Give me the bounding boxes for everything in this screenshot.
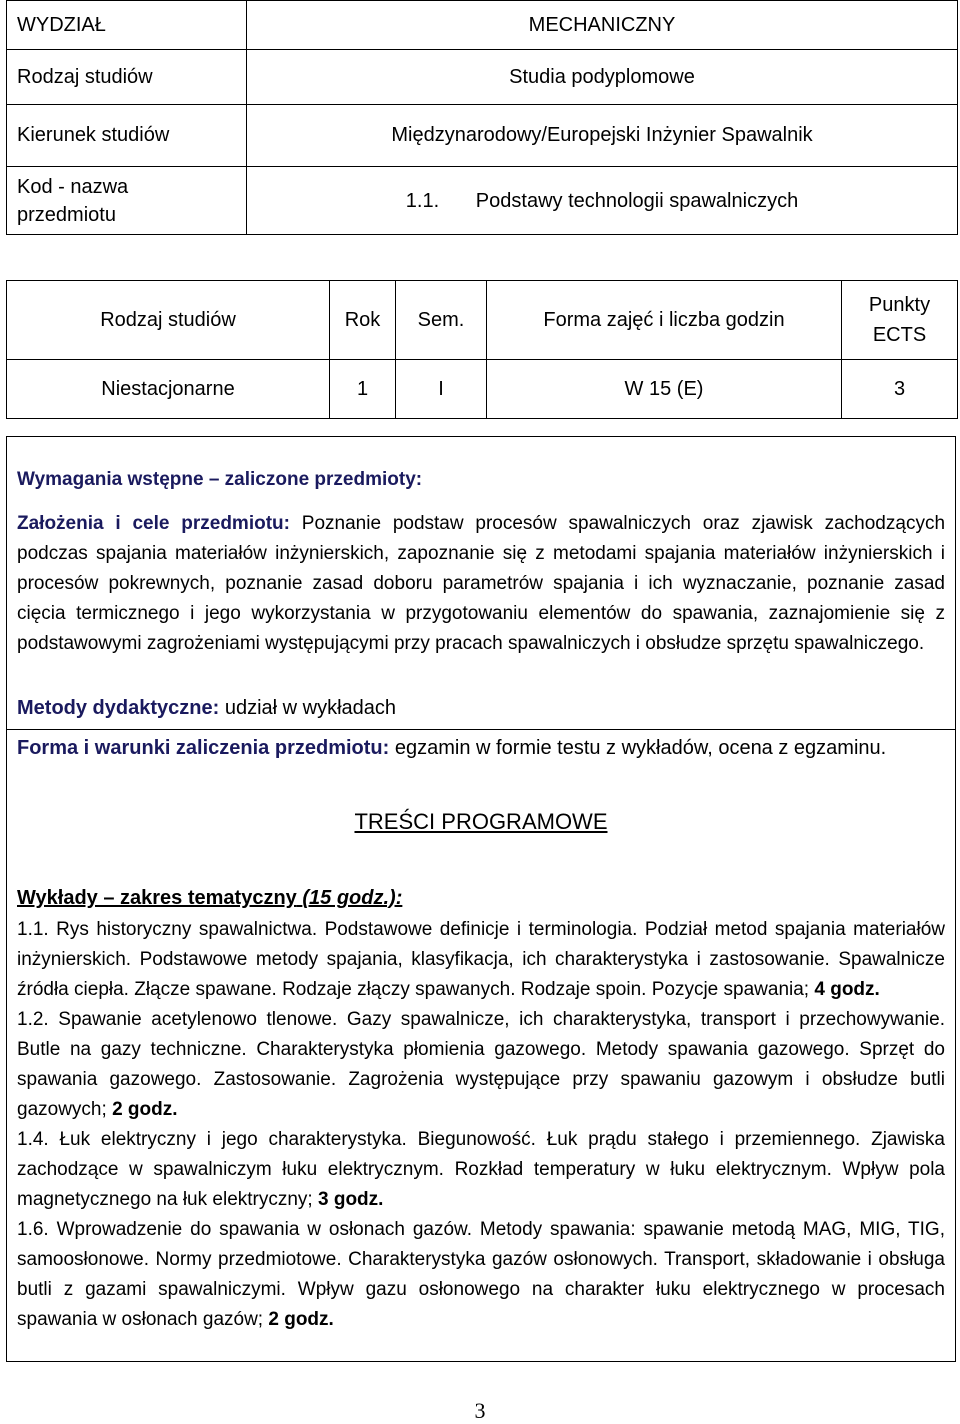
course-number: 1.1. <box>405 189 440 212</box>
study-type-label: Rodzaj studiów <box>7 50 247 105</box>
topic-item <box>17 915 945 1005</box>
content-box <box>6 436 956 1362</box>
methods-label: Metody dydaktyczne: <box>17 697 220 719</box>
course-code-value <box>247 167 958 235</box>
topic-text: 1.6. Wprowadzenie do spawania w osłonach gazów. Metody spawania: spawanie metodą MAG, MIG, TIG, samoosłonowe. Normy przedmiotowe. Charakterystyka gazów osłonowych. Transport, składowanie i obsługa butli z gazami spawalniczymi. Wpływ gazu osłonowego na charakter łuku elektrycznego w procesach spawania w osłonach gazów; <box>17 1219 945 1330</box>
lectures-hours: (15 godz.): <box>302 887 403 909</box>
lectures-title-text: Wykłady – zakres tematyczny <box>17 887 297 909</box>
lectures-title <box>17 883 945 913</box>
assessment-paragraph <box>17 733 945 763</box>
cell-ects: 3 <box>842 360 958 419</box>
direction-value: Międzynarodowy/Europejski Inżynier Spawalnik <box>247 105 958 167</box>
assessment-label: Forma i warunki zaliczenia przedmiotu: <box>17 737 390 759</box>
topic-hours: 3 godz. <box>318 1189 384 1210</box>
cell-year: 1 <box>330 360 396 419</box>
header-study-type: Rodzaj studiów <box>7 281 330 360</box>
topic-item <box>17 1005 945 1125</box>
header-semester: Sem. <box>396 281 487 360</box>
faculty-label: WYDZIAŁ <box>7 1 247 50</box>
header-ects-line1: Punkty <box>868 294 931 316</box>
faculty-value: MECHANICZNY <box>247 1 958 50</box>
program-title: TREŚCI PROGRAMOWE <box>354 809 608 834</box>
course-name: Podstawy technologii spawalniczych <box>475 189 799 212</box>
goals-paragraph <box>17 509 945 659</box>
header-ects <box>842 281 958 360</box>
study-type-value: Studia podyplomowe <box>247 50 958 105</box>
methods-text: udział w wykładach <box>224 697 397 719</box>
methods-paragraph <box>17 693 945 723</box>
course-info-table <box>6 0 958 235</box>
cell-study-type: Niestacjonarne <box>7 360 330 419</box>
goals-label: Założenia i cele przedmiotu: <box>17 513 290 534</box>
direction-label: Kierunek studiów <box>7 105 247 167</box>
header-form: Forma zajęć i liczba godzin <box>487 281 842 360</box>
header-ects-line2: ECTS <box>872 324 927 346</box>
schedule-table <box>6 280 958 419</box>
topics-list <box>17 915 945 1335</box>
schedule-header-row <box>7 281 958 360</box>
requirements-heading: Wymagania wstępne – zaliczone przedmioty: <box>17 469 423 490</box>
topic-hours: 4 godz. <box>814 979 880 1000</box>
topic-text: 1.2. Spawanie acetylenowo tlenowe. Gazy spawalnicze, ich charakterystyka, transport i przechowywanie. Butle na gazy techniczne. Charakterystyka płomienia gazowego. Metody spawania gazowego. Sprzęt do spawania gazowego. Zastosowanie. Zagrożenia występujące przy spawaniu gazowym i obsłudze butli gazowych; <box>17 1009 945 1120</box>
topic-text: 1.1. Rys historyczny spawalnictwa. Podstawowe definicje i terminologia. Podział metod spajania materiałów inżynierskich. Podstawowe metody spajania, klasyfikacja, ich charakterystyka i zastosowanie. Spawalnicze źródła ciepła. Złącze spawane. Rodzaje złączy spawanych. Rodzaje spoin. Pozycje spawania; <box>17 919 945 1000</box>
divider <box>7 729 955 730</box>
topic-item <box>17 1215 945 1335</box>
cell-form: W 15 (E) <box>487 360 842 419</box>
topic-hours: 2 godz. <box>268 1309 334 1330</box>
goals-text: Poznanie podstaw procesów spawalniczych oraz zjawisk zachodzących podczas spajania materiałów inżynierskich, zapoznanie się z metodami spajania materiałów inżynierskich i procesów pokrewnych, poznanie zasad doboru parametrów spajania i ich wyznaczanie, poznanie zasad cięcia termicznego i jego wykorzystania w przygotowaniu elementów do spawania, zaznajomienie się z podstawowymi zagrożeniami występującymi przy pracach spawalniczych i obsłudze sprzętu spawalniczego. <box>17 513 946 654</box>
topic-item <box>17 1125 945 1215</box>
topic-text: 1.4. Łuk elektryczny i jego charakterystyka. Biegunowość. Łuk prądu stałego i przemiennego. Zjawiska zachodzące w spawalniczym łuku elektrycznym. Rozkład temperatury w łuku elektrycznym. Wpływ pola magnetycznego na łuk elektryczny; <box>17 1129 945 1210</box>
cell-semester: I <box>396 360 487 419</box>
schedule-data-row <box>7 360 958 419</box>
header-year: Rok <box>330 281 396 360</box>
course-code-label-line2: przedmiotu <box>17 203 116 226</box>
course-code-label-line1: Kod - nazwa <box>17 175 129 198</box>
page-number: 3 <box>474 1398 486 1423</box>
course-code-label <box>7 167 247 235</box>
topic-hours: 2 godz. <box>112 1099 178 1120</box>
assessment-text: egzamin w formie testu z wykładów, ocena z egzaminu. <box>394 737 887 759</box>
